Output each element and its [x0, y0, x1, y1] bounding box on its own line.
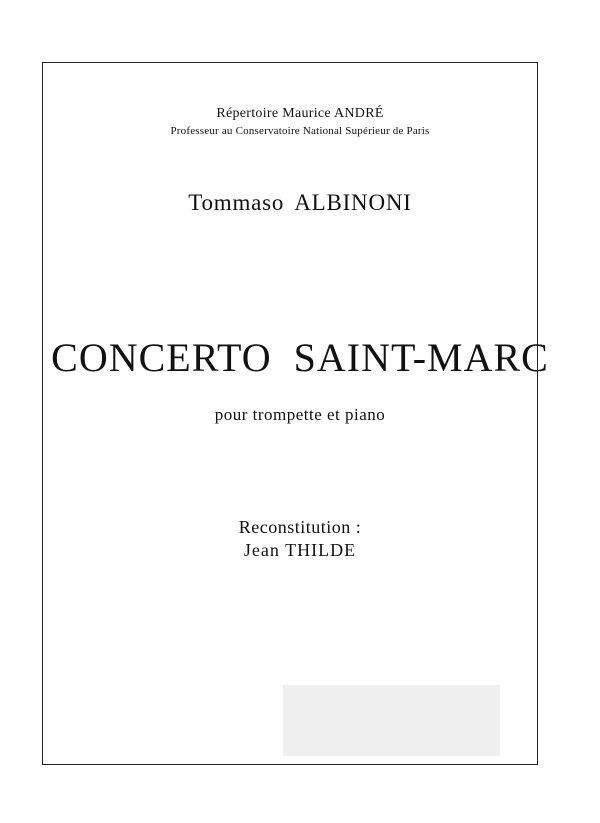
work-title-part1: CONCERTO [51, 335, 272, 380]
professor-credit: Professeur au Conservatoire National Supérieur de Paris [170, 125, 430, 137]
work-title-part2: SAINT-MARC [293, 335, 549, 380]
composer-name [0, 190, 600, 216]
reconstitution-label: Reconstitution : [238, 517, 362, 537]
composer-first-name: Tommaso [188, 190, 285, 215]
composer-last-name: ALBINONI [294, 190, 412, 215]
collection-title: Répertoire Maurice ANDRÉ [216, 106, 384, 121]
publisher-stamp-box [283, 685, 500, 756]
instrumentation-subtitle: pour trompette et piano [214, 405, 386, 424]
work-title [0, 334, 600, 381]
arranger-name: Jean THILDE [243, 540, 357, 560]
